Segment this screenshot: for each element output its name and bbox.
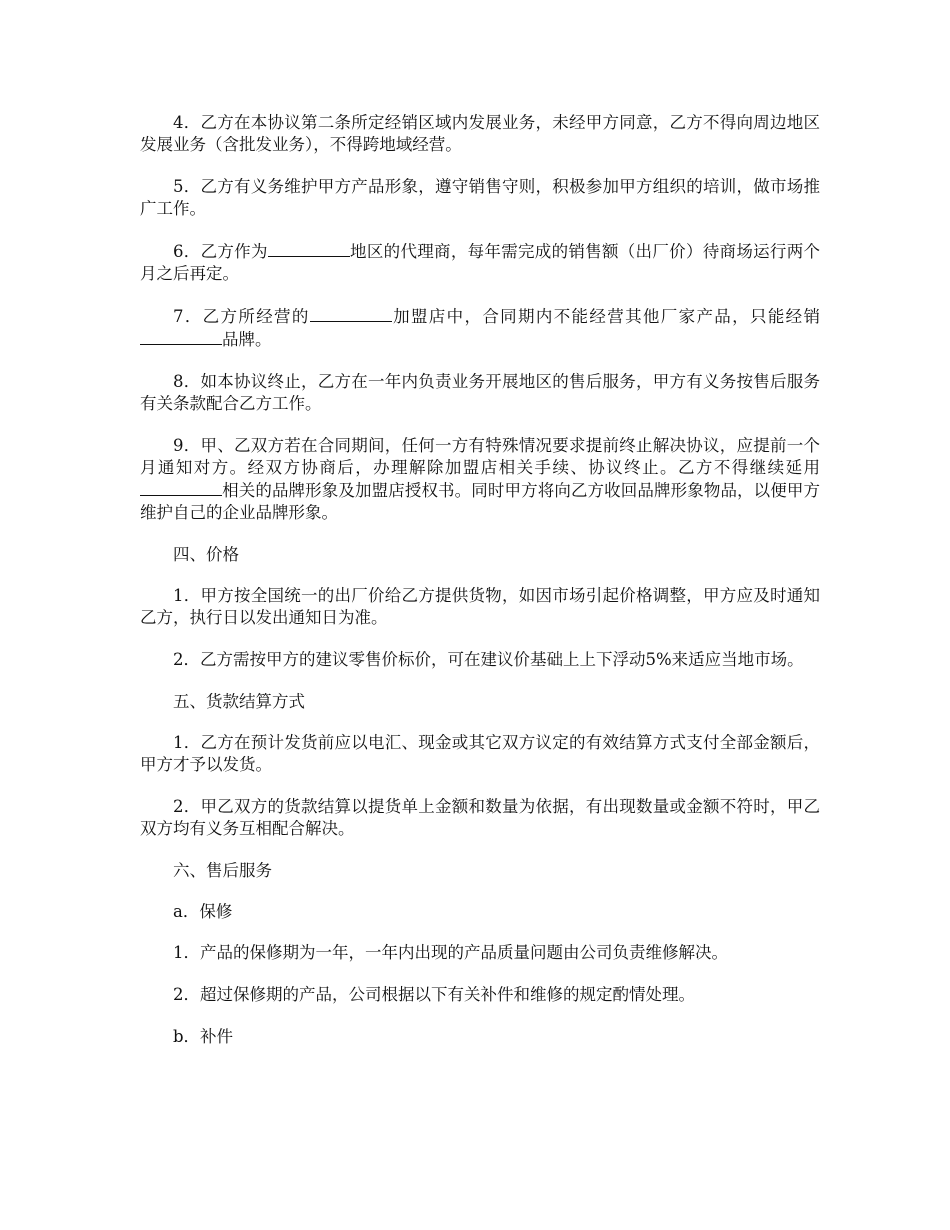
clause-6: [140, 240, 820, 285]
section-heading-price: 四、价格: [173, 545, 239, 564]
section-heading-payment: 五、货款结算方式: [173, 692, 305, 711]
payment-clause-1: 1．乙方在预计发货前应以电汇、现金或其它双方议定的有效结算方式支付全部金额后，甲方才予以发货。: [140, 733, 820, 774]
document-body: [140, 112, 820, 1067]
clause-9-part-2: 相关的品牌形象及加盟店授权书。同时甲方将向乙方收回品牌形象物品，以便甲方维护自己的企业品牌形象。: [140, 481, 820, 522]
warranty-clause-2: 2．超过保修期的产品，公司根据以下有关补件和维修的规定酌情处理。: [173, 985, 695, 1004]
clause-7-part-3: 品牌。: [222, 330, 272, 349]
clause-5: 5．乙方有义务维护甲方产品形象，遵守销售守则，积极参加甲方组织的培训，做市场推广工作。: [140, 177, 820, 218]
subheading-warranty: a．保修: [173, 902, 233, 921]
warranty-clause-1: 1．产品的保修期为一年，一年内出现的产品质量问题由公司负责维修解决。: [173, 943, 728, 962]
payment-clause-2: 2．甲乙双方的货款结算以提货单上金额和数量为依据，有出现数量或金额不符时，甲乙双方均有义务互相配合解决。: [140, 797, 820, 838]
price-clause-1: 1．甲方按全国统一的出厂价给乙方提供货物，如因市场引起价格调整，甲方应及时通知乙方，执行日以发出通知日为准。: [140, 586, 820, 627]
clause-7: [140, 305, 820, 351]
subheading-spare-parts: b．补件: [173, 1027, 234, 1046]
fill-in-blank: [268, 240, 350, 257]
fill-in-blank: [310, 305, 392, 322]
section-heading-after-sales: 六、售后服务: [173, 861, 272, 880]
clause-6-part-2: 地区的代理商，每年需完成的销售额（出厂价）待商场运行两个月之后再定。: [140, 242, 821, 283]
clause-9: [140, 435, 820, 524]
fill-in-blank: [140, 328, 222, 345]
price-clause-2: 2．乙方需按甲方的建议零售价标价，可在建议价基础上上下浮动5%来适应当地市场。: [173, 650, 804, 669]
clause-8: 8．如本协议终止，乙方在一年内负责业务开展地区的售后服务，甲方有义务按售后服务有关条款配合乙方工作。: [140, 372, 820, 413]
clause-7-part-2: 加盟店中，合同期内不能经营其他厂家产品，只能经销: [391, 307, 820, 326]
fill-in-blank: [140, 479, 222, 496]
clause-7-part-1: 7．乙方所经营的: [173, 307, 310, 326]
clause-4: 4．乙方在本协议第二条所定经销区域内发展业务，未经甲方同意，乙方不得向周边地区发展业务（含批发业务），不得跨地域经营。: [140, 113, 820, 154]
clause-6-part-1: 6．乙方作为: [173, 242, 268, 261]
clause-9-part-1: 9．甲、乙双方若在合同期间，任何一方有特殊情况要求提前终止解决协议，应提前一个月通知对方。经双方协商后，办理解除加盟店相关手续、协议终止。乙方不得继续延用: [140, 436, 820, 477]
